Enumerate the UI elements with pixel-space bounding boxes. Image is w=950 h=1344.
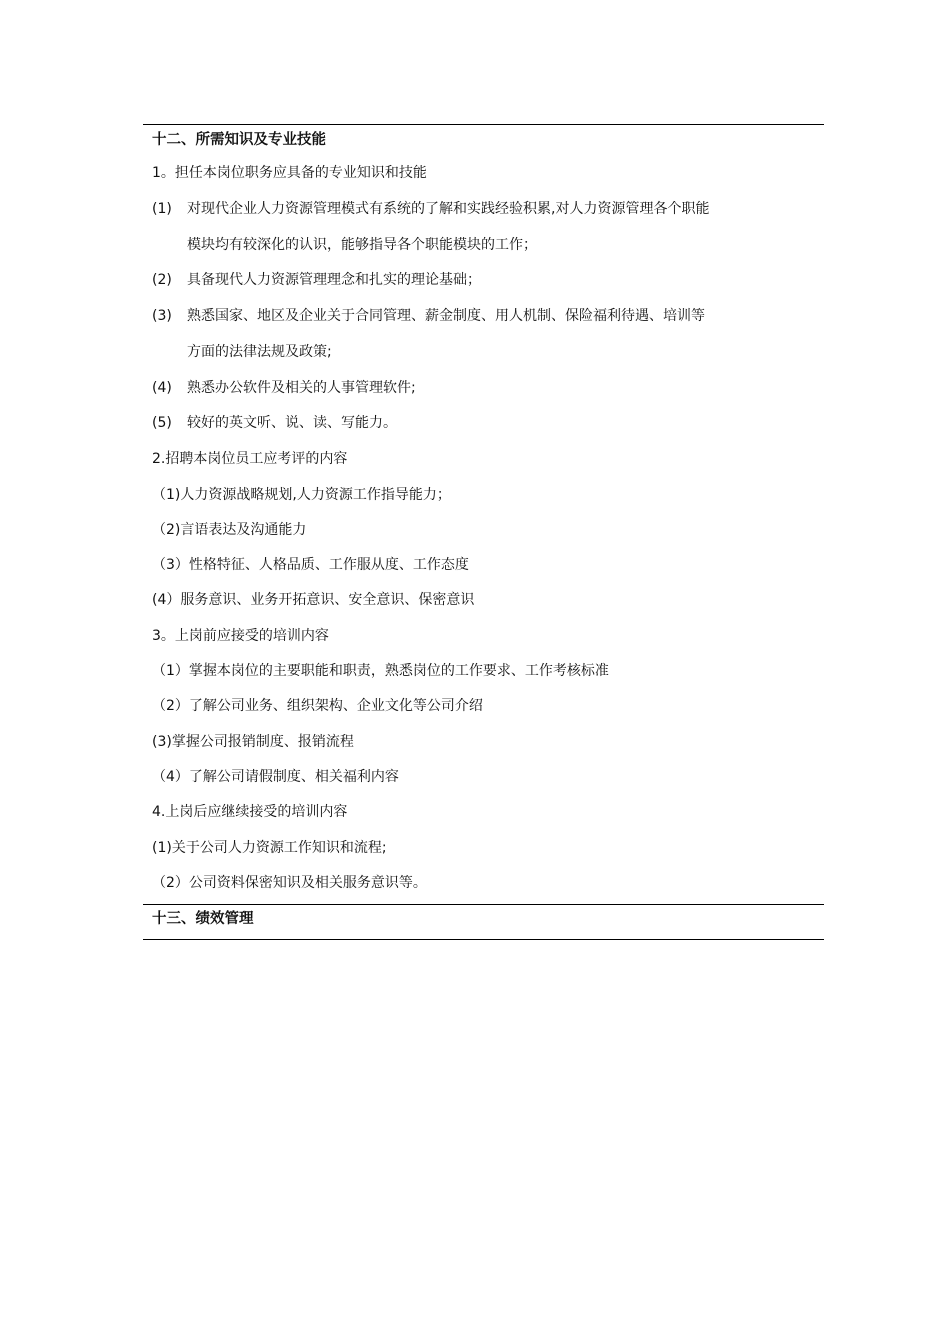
list-item: (3)掌握公司报销制度、报销流程: [152, 734, 354, 750]
item-number: (4): [152, 380, 172, 396]
list-item: （4）了解公司请假制度、相关福利内容: [152, 769, 399, 785]
list-item: （1)人力资源战略规划,人力资源工作指导能力；: [152, 487, 451, 503]
part3-title: 3。上岗前应接受的培训内容: [152, 628, 329, 644]
item-number: (3): [152, 308, 172, 324]
item-number: (5): [152, 415, 172, 431]
list-item-continued: 模块均有较深化的认识，能够指导各个职能模块的工作；: [187, 237, 537, 253]
section-13-heading: 十三、绩效管理: [152, 911, 254, 927]
list-item: 熟悉办公软件及相关的人事管理软件;: [187, 380, 416, 396]
list-item: 较好的英文听、说、读、写能力。: [187, 415, 397, 431]
part4-title: 4.上岗后应继续接受的培训内容: [152, 804, 348, 820]
list-item: （2)言语表达及沟通能力: [152, 522, 307, 538]
item-number: (2): [152, 272, 172, 288]
item-number: (1): [152, 201, 172, 217]
list-item: (1)关于公司人力资源工作知识和流程;: [152, 840, 387, 856]
list-item: 熟悉国家、地区及企业关于合同管理、薪金制度、用人机制、保险福利待遇、培训等: [187, 308, 705, 324]
list-item: （2）了解公司业务、组织架构、企业文化等公司介绍: [152, 698, 483, 714]
section-12-heading: 十二、所需知识及专业技能: [152, 132, 326, 148]
list-item: （2）公司资料保密知识及相关服务意识等。: [152, 875, 427, 891]
bottom-rule: [143, 939, 824, 940]
list-item: （3）性格特征、人格品质、工作服从度、工作态度: [152, 557, 469, 573]
part1-title: 1。担任本岗位职务应具备的专业知识和技能: [152, 165, 427, 181]
list-item: 具备现代人力资源管理理念和扎实的理论基础；: [187, 272, 481, 288]
part2-title: 2.招聘本岗位员工应考评的内容: [152, 451, 348, 467]
list-item-continued: 方面的法律法规及政策;: [187, 344, 332, 360]
section-divider: [143, 904, 824, 905]
list-item: 对现代企业人力资源管理模式有系统的了解和实践经验积累,对人力资源管理各个职能: [187, 201, 710, 217]
list-item: （1）掌握本岗位的主要职能和职责，熟悉岗位的工作要求、工作考核标准: [152, 663, 609, 679]
top-rule: [143, 124, 824, 125]
list-item: (4）服务意识、业务开拓意识、安全意识、保密意识: [152, 592, 475, 608]
